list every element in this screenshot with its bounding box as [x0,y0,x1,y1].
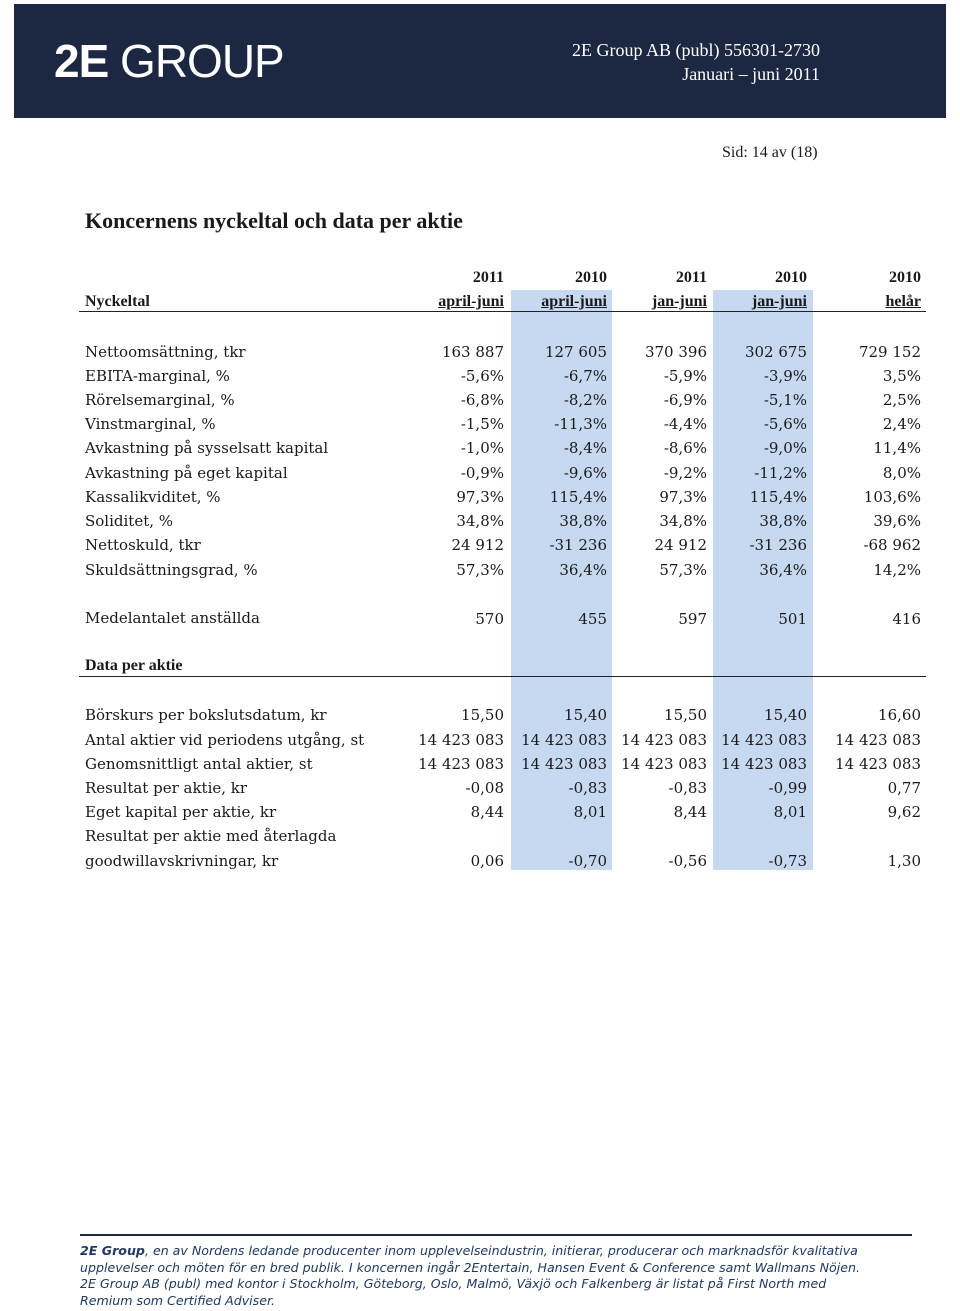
cell: 14 423 083 [835,755,921,773]
row-label: Avkastning på sysselsatt kapital [85,439,329,457]
row-label: Avkastning på eget kapital [85,464,288,482]
cell: -0,08 [465,779,504,797]
cell: -3,9% [763,367,807,385]
cell: -11,2% [754,464,807,482]
footer-line4: Remium som Certified Adviser. [80,1292,275,1308]
cell: 24 912 [654,536,707,554]
cell: -9,0% [763,439,807,457]
row-label: Genomsnittligt antal aktier, st [85,755,313,773]
cell: -31 236 [549,536,607,554]
cell: 15,40 [764,706,807,724]
cell: -0,70 [568,852,607,870]
cell: 2,4% [882,415,921,433]
row-label: Eget kapital per aktie, kr [85,803,277,821]
cell: 729 152 [858,343,921,361]
row-label: Börskurs per bokslutsdatum, kr [85,706,327,724]
cell: -5,6% [763,415,807,433]
cell: 2,5% [882,391,921,409]
cell: -6,9% [663,391,707,409]
cell: 15,50 [461,706,504,724]
company-logo [54,34,284,88]
label-header: Nyckeltal [85,293,150,310]
cell: -68 962 [863,536,921,554]
header-band [14,4,946,118]
cell: 8,01 [573,803,607,821]
cell: 16,60 [878,706,921,724]
cell: 97,3% [659,488,707,506]
cell: 3,5% [882,367,921,385]
col-year-3: 2011 [675,269,707,286]
cell: 38,8% [759,512,807,530]
col-period-4: jan-juni [751,293,807,310]
cell: 455 [578,610,607,628]
cell: 14 423 083 [835,731,921,749]
cell: 302 675 [744,343,807,361]
cell: -8,6% [663,439,707,457]
row-label: Nettoomsättning, tkr [85,343,246,361]
cell: 34,8% [456,512,504,530]
cell: 370 396 [644,343,707,361]
cell: -8,4% [563,439,607,457]
cell: -31 236 [749,536,807,554]
row-label: Skuldsättningsgrad, % [85,561,258,579]
cell: -9,2% [663,464,707,482]
row-label-line2: goodwillavskrivningar, kr [85,852,279,870]
col-period-3: jan-juni [651,293,707,310]
cell: -5,6% [460,367,504,385]
row-label: Resultat per aktie, kr [85,779,248,797]
cell: 14 423 083 [418,755,504,773]
cell: 36,4% [559,561,607,579]
cell: 11,4% [873,439,921,457]
cell: 14 423 083 [521,755,607,773]
page-number: Sid: 14 av (18) [722,144,818,161]
row-label: Kassalikviditet, % [85,488,221,506]
cell: 97,3% [456,488,504,506]
footer-line2: upplevelser och möten för en bred publik. I koncernen ingår 2Entertain, Hansen Event & Conference samt Wallmans Nöjen. [80,1259,860,1275]
col-period-5: helår [885,293,921,310]
logo-mark: 2E [54,35,109,87]
cell: -0,56 [668,852,707,870]
footer-divider [80,1234,912,1236]
cell: -0,83 [668,779,707,797]
cell: -6,8% [460,391,504,409]
cell: 15,40 [564,706,607,724]
col-year-2: 2010 [575,269,607,286]
cell: -0,99 [768,779,807,797]
cell: -6,7% [563,367,607,385]
header-divider [79,311,926,312]
cell: -4,4% [663,415,707,433]
cell: 127 605 [544,343,607,361]
cell: 501 [778,610,807,628]
cell: 24 912 [451,536,504,554]
col-year-5: 2010 [889,269,921,286]
cell: -1,5% [460,415,504,433]
cell: 0,77 [887,779,921,797]
cell: 8,44 [673,803,707,821]
row-label: Vinstmarginal, % [85,415,216,433]
cell: 14 423 083 [521,731,607,749]
cell: 14 423 083 [721,731,807,749]
cell: -5,9% [663,367,707,385]
row-label: Soliditet, % [85,512,174,530]
cell: 8,0% [882,464,921,482]
company-registration: 2E Group AB (publ) 556301-2730 [572,40,820,60]
cell: 14 423 083 [621,731,707,749]
cell: 115,4% [549,488,607,506]
cell: 597 [678,610,707,628]
cell: 14 423 083 [621,755,707,773]
cell: 39,6% [873,512,921,530]
cell: 36,4% [759,561,807,579]
cell: 163 887 [441,343,504,361]
section-divider [79,676,926,677]
cell: 8,44 [470,803,504,821]
logo-text: GROUP [108,35,284,87]
row-label: Medelantalet anställda [85,609,260,627]
cell: 115,4% [749,488,807,506]
row-label: EBITA-marginal, % [85,367,230,385]
cell: 38,8% [559,512,607,530]
row-label-line1: Resultat per aktie med återlagda [85,827,337,845]
cell: -0,83 [568,779,607,797]
cell: -9,6% [563,464,607,482]
col-period-1: april-juni [438,293,504,310]
row-label: Antal aktier vid periodens utgång, st [85,731,365,749]
page-title: Koncernens nyckeltal och data per aktie [85,208,463,233]
col-year-1: 2011 [472,269,504,286]
cell: -5,1% [763,391,807,409]
cell: 103,6% [863,488,921,506]
row-label: Nettoskuld, tkr [85,536,201,554]
cell: 14,2% [873,561,921,579]
row-label: Rörelsemarginal, % [85,391,235,409]
footer-line1: , en av Nordens ledande producenter inom upplevelseindustrin, initierar, producerar och marknadsför kvalitativa [144,1243,858,1258]
cell: -8,2% [563,391,607,409]
col-year-4: 2010 [775,269,807,286]
cell: -0,9% [460,464,504,482]
cell: 14 423 083 [721,755,807,773]
footer-company: 2E Group [80,1243,145,1258]
report-period: Januari – juni 2011 [682,64,820,84]
cell: 570 [475,610,504,628]
cell: 57,3% [659,561,707,579]
col-period-2: april-juni [541,293,607,310]
cell: 15,50 [664,706,707,724]
cell: 8,01 [773,803,807,821]
cell: 1,30 [887,852,921,870]
cell: 57,3% [456,561,504,579]
cell: -11,3% [554,415,607,433]
cell: -0,73 [768,852,807,870]
footer-text [80,1243,920,1309]
cell: 14 423 083 [418,731,504,749]
cell: 34,8% [659,512,707,530]
cell: 9,62 [887,803,921,821]
section-title-share-data: Data per aktie [85,657,183,674]
cell: 416 [892,610,921,628]
footer-line3: 2E Group AB (publ) med kontor i Stockholm, Göteborg, Oslo, Malmö, Växjö och Falkenberg är listat på First North med [80,1276,827,1291]
cell: -1,0% [460,439,504,457]
cell: 0,06 [470,852,504,870]
